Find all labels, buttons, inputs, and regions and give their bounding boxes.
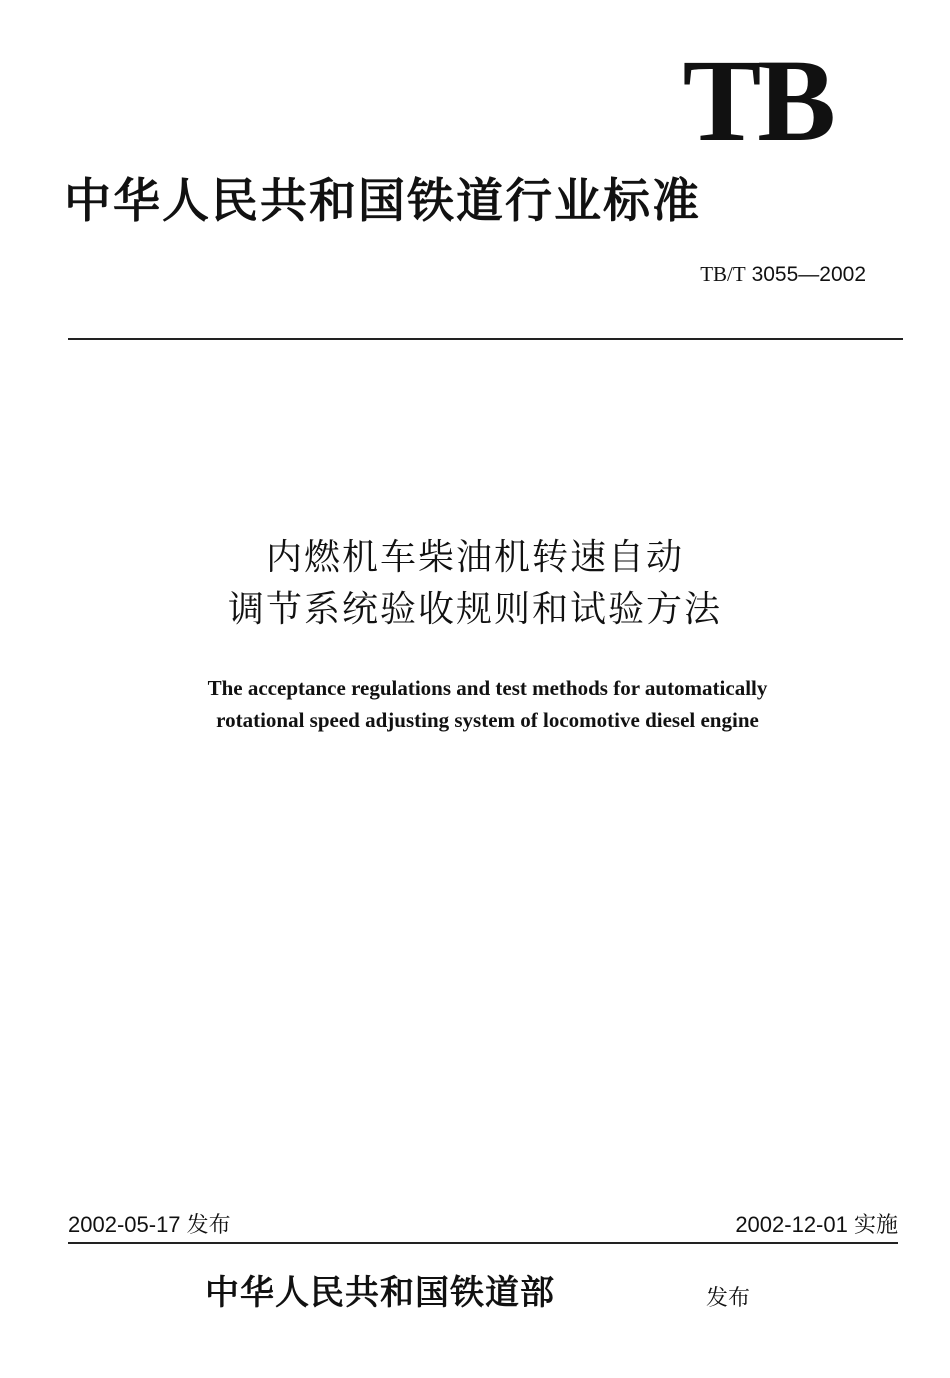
document-title-chinese: [0, 532, 950, 636]
title-en-line-1: The acceptance regulations and test methods for automatically: [207, 676, 768, 700]
effective-date: [735, 1214, 898, 1236]
standard-category-title: 中华人民共和国铁道行业标准: [64, 174, 701, 229]
effective-date-label: 实施: [853, 1212, 898, 1237]
standard-code: [700, 264, 866, 285]
title-en-line-2: rotational speed adjusting system of locomotive diesel engine: [216, 708, 759, 732]
issue-date: [68, 1214, 231, 1236]
standard-logo: TB: [682, 35, 832, 166]
issue-date-label: 发布: [186, 1212, 231, 1237]
standard-code-prefix: TB/T: [700, 262, 746, 286]
issuing-authority-action: 发布: [706, 1286, 751, 1311]
issuing-authority: 中华人民共和国铁道部: [205, 1273, 555, 1313]
top-divider: [68, 338, 903, 340]
title-cn-line-1: 内燃机车柴油机转速自动: [265, 537, 684, 578]
issue-date-value: 2002-05-17: [68, 1212, 181, 1237]
standard-code-number: 3055—2002: [751, 263, 866, 286]
bottom-divider: [68, 1242, 898, 1244]
document-title-english: [0, 672, 950, 736]
title-cn-line-2: 调节系统验收规则和试验方法: [227, 589, 722, 630]
effective-date-value: 2002-12-01: [735, 1212, 848, 1237]
